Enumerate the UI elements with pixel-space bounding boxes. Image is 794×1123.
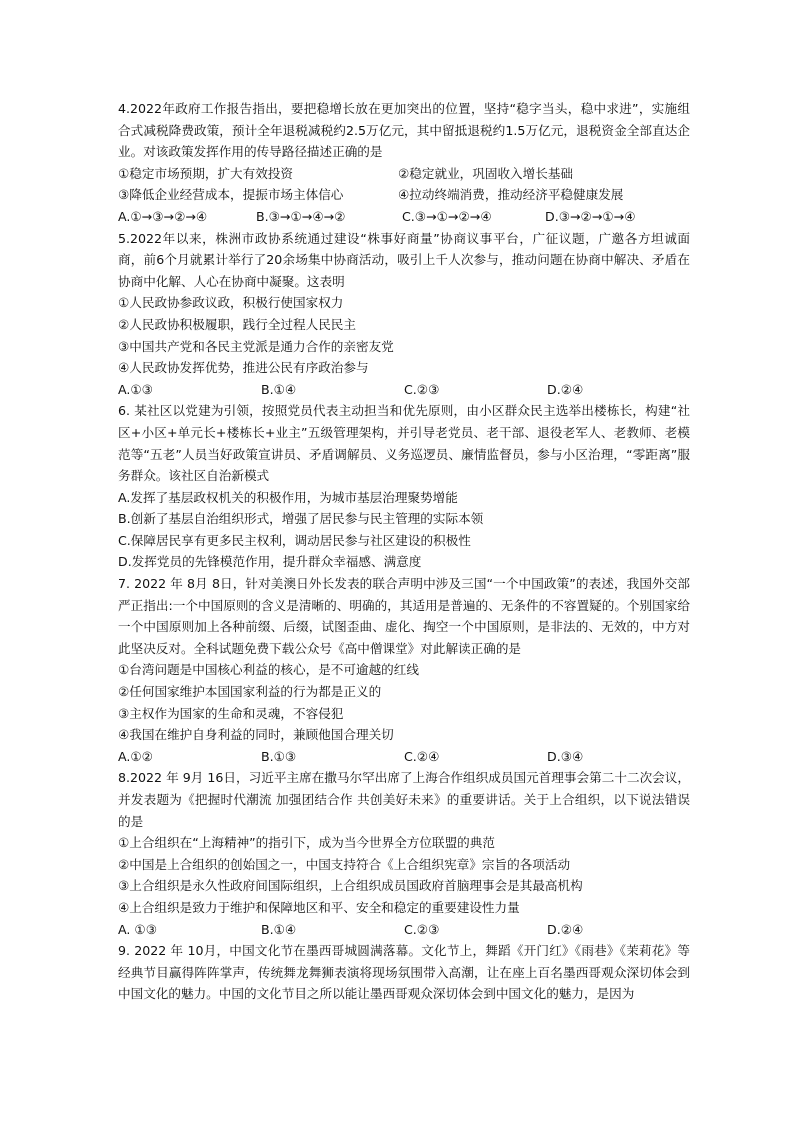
answer-choice: C.②④ <box>404 748 440 764</box>
option-item: ①稳定市场预期，扩大有效投资 <box>118 165 294 181</box>
option-item: B.创新了基层自治组织形式，增强了居民参与民主管理的实际本领 <box>118 511 484 527</box>
option-item: ②稳定就业，巩固收入增长基础 <box>398 165 574 181</box>
question-4 <box>118 98 690 228</box>
question-stem: 6. 某社区以党建为引领，按照党员代表主动担当和优先原则，由小区群众民主选举出楼栋长，构建“社区+小区+单元长+楼栋长+业主”五级管理架构，并引导老党员、老干部、退役老军人、老教师、老模范等“五老”人员当好政策宣讲员、矛盾调解员、义务巡逻员、廉情监督员，参与小区治理，“零距离”服务群众。该社区自治新模式 <box>118 403 690 484</box>
answer-choice: B.③→①→④→② <box>256 208 346 224</box>
question-9 <box>118 940 690 1005</box>
answer-choice: C.③→①→②→④ <box>402 208 492 224</box>
option-item: ①人民政协参政议政，积极行使国家权力 <box>118 295 344 311</box>
answer-choices <box>118 206 690 228</box>
answer-choices <box>118 379 690 401</box>
answer-choice: D.②④ <box>547 381 584 397</box>
option-item: D.发挥党员的先锋模范作用，提升群众幸福感、满意度 <box>118 554 422 570</box>
option-item: ②任何国家维护本国国家利益的行为都是正义的 <box>118 684 382 700</box>
exam-page <box>118 98 690 1005</box>
answer-choice: C.②③ <box>404 921 440 937</box>
question-stem: 9. 2022 年 10月，中国文化节在墨西哥城圆满落幕。文化节上，舞蹈《开门红》《雨巷》《茉莉花》等经典节目赢得阵阵掌声，传统舞龙舞狮表演将现场氛围带入高潮，让在座上百名墨西哥观众深切体会到中国文化的魅力。中国的文化节目之所以能让墨西哥观众深切体会到中国文化的魅力，是因为 <box>118 943 690 1002</box>
option-item: ④我国在维护自身利益的同时，兼顾他国合理关切 <box>118 727 394 743</box>
answer-choice: D.②④ <box>547 921 584 937</box>
option-item: ④人民政协发挥优势，推进公民有序政治参与 <box>118 360 369 376</box>
question-5 <box>118 228 690 401</box>
question-stem: 5.2022年以来，株洲市政协系统通过建设“株事好商量”协商议事平台，广征议题，广邀各方坦诚面商，前6个月就累计举行了20余场集中协商活动，吸引上千人次参与，推动问题在协商中解决、矛盾在协商中化解、人心在协商中凝聚。这表明 <box>118 230 690 289</box>
answer-choice: A.①② <box>118 748 153 764</box>
option-item: ④上合组织是致力于维护和保障地区和平、安全和稳定的重要建设性力量 <box>118 899 520 915</box>
answer-choices <box>118 746 690 768</box>
answer-choice: C.②③ <box>404 381 440 397</box>
option-item: ②人民政协积极履职，践行全过程人民民主 <box>118 316 356 332</box>
option-item: A.发挥了基层政权机关的积极作用，为城市基层治理聚势增能 <box>118 489 458 505</box>
option-row <box>118 184 690 206</box>
answer-choice: A.①③ <box>118 381 153 397</box>
question-stem: 7. 2022 年 8月 8日，针对美澳日外长发表的联合声明中涉及三国“一个中国政策”的表述，我国外交部严正指出:一个中国原则的含义是清晰的、明确的，其适用是普遍的、无条件的不容置疑的。个别国家给一个中国原则加上各种前缀、后缀，试图歪曲、虚化、掏空一个中国原则，是非法的、无效的，中方对此坚决反对。全科试题免费下载公众号《高中僧课堂》对此解读正确的是 <box>118 576 690 656</box>
option-item: ①上合组织在“上海精神”的指引下，成为当今世界全方位联盟的典范 <box>118 835 495 851</box>
question-7 <box>118 573 690 767</box>
option-row <box>118 163 690 185</box>
option-item: ③中国共产党和各民主党派是通力合作的亲密友党 <box>118 338 394 354</box>
question-stem: 4.2022年政府工作报告指出，要把稳增长放在更加突出的位置，坚持“稳字当头，稳中求进”，实施组合式减税降费政策，预计全年退税减税约2.5万亿元，其中留抵退税约1.5万亿元，退税资金全部直达企业。对该政策发挥作用的传导路径描述正确的是 <box>118 101 690 160</box>
answer-choice: D.③④ <box>547 748 584 764</box>
answer-choice: B.①④ <box>261 921 297 937</box>
option-item: ②中国是上合组织的创始国之一，中国支持符合《上合组织宪章》宗旨的各项活动 <box>118 856 571 872</box>
option-item: ③降低企业经营成本，提振市场主体信心 <box>118 187 344 203</box>
answer-choice: D.③→②→①→④ <box>545 208 636 224</box>
answer-choice: A. ①③ <box>118 921 157 937</box>
answer-choice: B.①③ <box>261 748 297 764</box>
option-item: ③上合组织是永久性政府间国际组织，上合组织成员国政府首脑理事会是其最高机构 <box>118 878 583 894</box>
question-8 <box>118 767 690 940</box>
question-stem: 8.2022 年 9月 16日，习近平主席在撒马尔罕出席了上海合作组织成员国元首理事会第二十二次会议，并发表题为《把握时代潮流 加强团结合作 共创美好未来》的重要讲话。关于上合组织，以下说法错误的是 <box>118 770 690 829</box>
option-item: C.保障居民享有更多民主权利，调动居民参与社区建设的积极性 <box>118 532 471 548</box>
question-6 <box>118 400 690 573</box>
answer-choice: B.①④ <box>261 381 297 397</box>
option-item: ④拉动终端消费，推动经济平稳健康发展 <box>398 187 624 203</box>
option-item: ③主权作为国家的生命和灵魂，不容侵犯 <box>118 705 344 721</box>
option-item: ①台湾问题是中国核心利益的核心，是不可逾越的红线 <box>118 662 419 678</box>
answer-choices <box>118 919 690 941</box>
answer-choice: A.①→③→②→④ <box>118 208 208 224</box>
